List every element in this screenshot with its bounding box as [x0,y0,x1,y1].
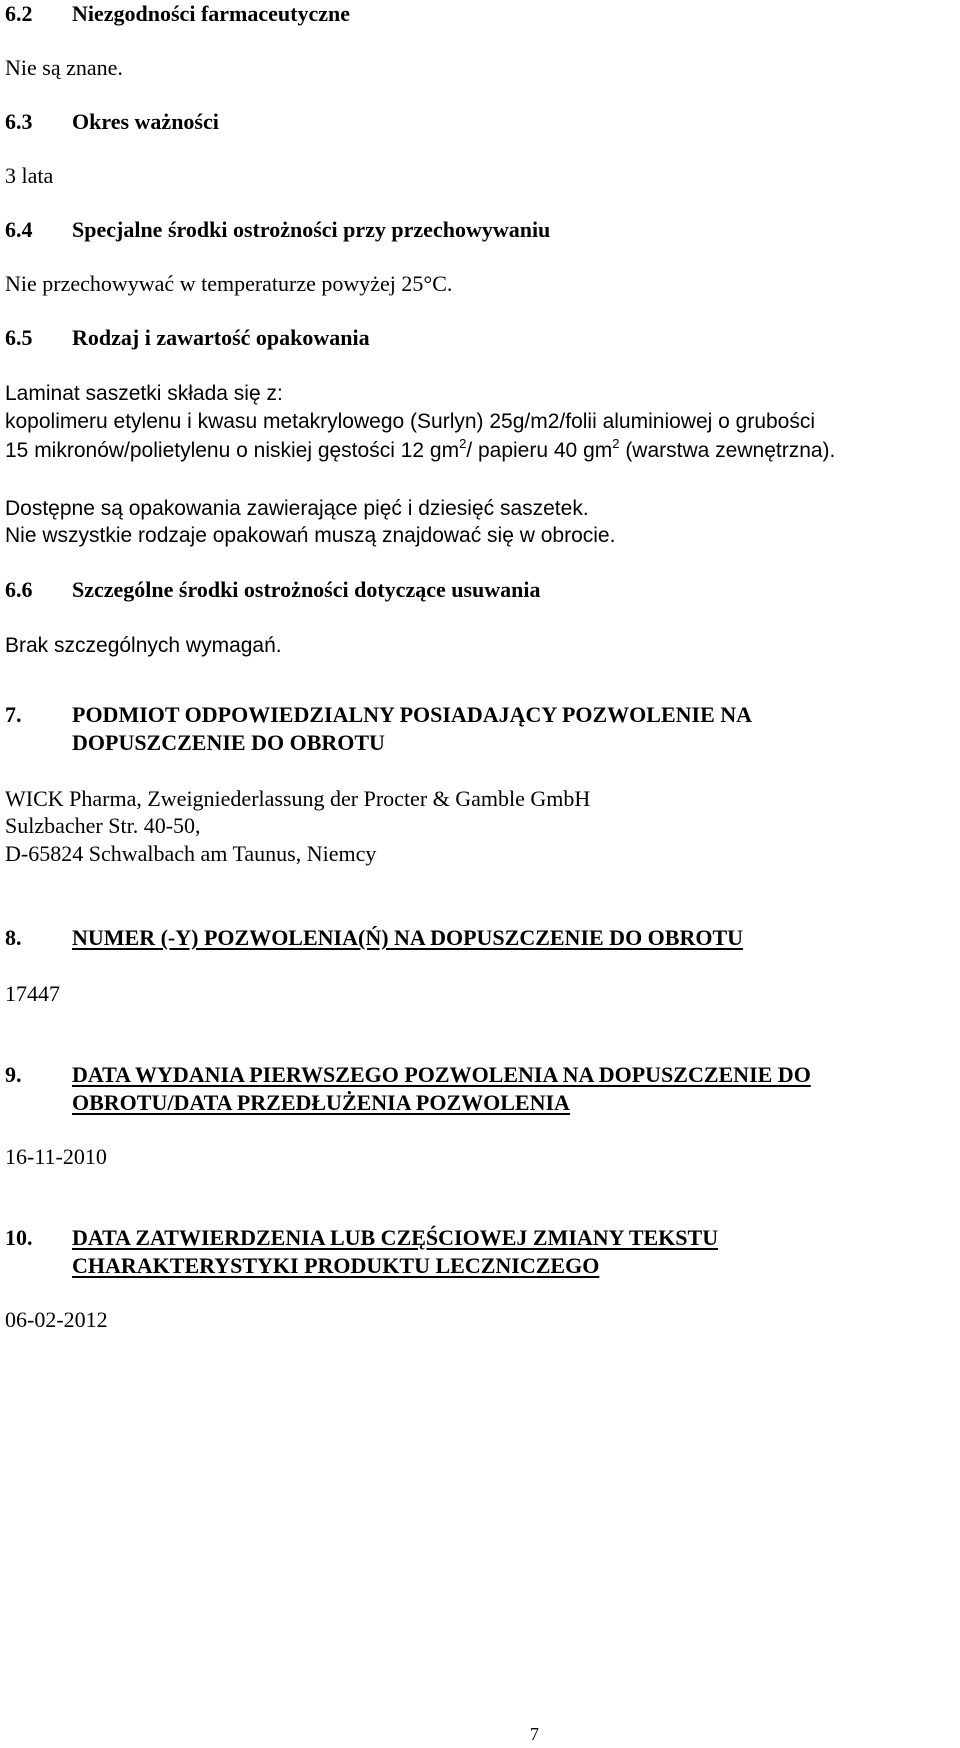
revision-date: 06-02-2012 [5,1307,108,1332]
section-10-heading-line-2: CHARAKTERYSTYKI PRODUKTU LECZNICZEGO [72,1253,600,1278]
section-6-5-line-3 [5,437,835,465]
section-9-heading-line-2: OBROTU/DATA PRZEDŁUŻENIA POZWOLENIA [72,1090,570,1115]
section-9-heading-line-1: DATA WYDANIA PIERWSZEGO POZWOLENIA NA DOPUSZCZENIE DO [72,1062,811,1087]
first-authorisation-date: 16-11-2010 [5,1144,107,1169]
section-6-5-line-2: kopolimeru etylenu i kwasu metakrylowego (Surlyn) 25g/m2/folii aluminiowej o grubości [5,410,816,433]
section-6-6-number: 6.6 [5,577,33,602]
section-6-5-line-3-part-a: 15 mikronów/polietylenu o niskiej gęstości 12 gm [5,439,460,462]
section-6-2-number: 6.2 [5,1,33,26]
section-6-5-number: 6.5 [5,325,33,350]
section-6-3-heading: Okres ważności [72,109,219,134]
section-6-6-heading: Szczególne środki ostrożności dotyczące usuwania [72,577,541,602]
authorisation-number: 17447 [5,981,60,1006]
section-6-5-line-5: Nie wszystkie rodzaje opakowań muszą znajdować się w obrocie. [5,524,616,547]
section-7-heading-line-1: PODMIOT ODPOWIEDZIALNY POSIADAJĄCY POZWOLENIE NA [72,702,753,727]
section-6-4-heading: Specjalne środki ostrożności przy przechowywaniu [72,217,551,242]
section-6-3-text: 3 lata [5,163,54,188]
section-6-5-heading: Rodzaj i zawartość opakowania [72,325,370,350]
section-6-5-line-3-part-c: (warstwa zewnętrzna). [619,439,836,462]
section-6-4-text: Nie przechowywać w temperaturze powyżej 25°C. [5,271,453,296]
section-10-number: 10. [5,1225,33,1250]
page-number: 7 [530,1724,539,1744]
section-7-number: 7. [5,702,22,727]
section-7-heading-line-2: DOPUSZCZENIE DO OBROTU [72,730,385,755]
section-10-heading-line-1: DATA ZATWIERDZENIA LUB CZĘŚCIOWEJ ZMIANY TEKSTU [72,1225,719,1250]
section-6-2-text: Nie są znane. [5,55,123,80]
section-6-3-number: 6.3 [5,109,33,134]
mah-address-line-2: Sulzbacher Str. 40-50, [5,813,201,838]
superscript-2: 2 [459,436,467,451]
section-6-5-line-1: Laminat saszetki składa się z: [5,382,283,405]
section-6-5-line-3-part-b: / papieru 40 gm [466,439,613,462]
section-9-number: 9. [5,1062,22,1087]
section-8-heading: NUMER (-Y) POZWOLENIA(Ń) NA DOPUSZCZENIE DO OBROTU [72,925,744,950]
mah-address-line-3: D-65824 Schwalbach am Taunus, Niemcy [5,841,377,866]
mah-address-line-1: WICK Pharma, Zweigniederlassung der Procter & Gamble GmbH [5,786,591,811]
section-8-number: 8. [5,925,22,950]
section-6-4-number: 6.4 [5,217,33,242]
section-6-6-text: Brak szczególnych wymagań. [5,634,282,657]
section-6-5-line-4: Dostępne są opakowania zawierające pięć i dziesięć saszetek. [5,497,589,520]
section-6-2-heading: Niezgodności farmaceutyczne [72,1,350,26]
superscript-2: 2 [612,436,620,451]
